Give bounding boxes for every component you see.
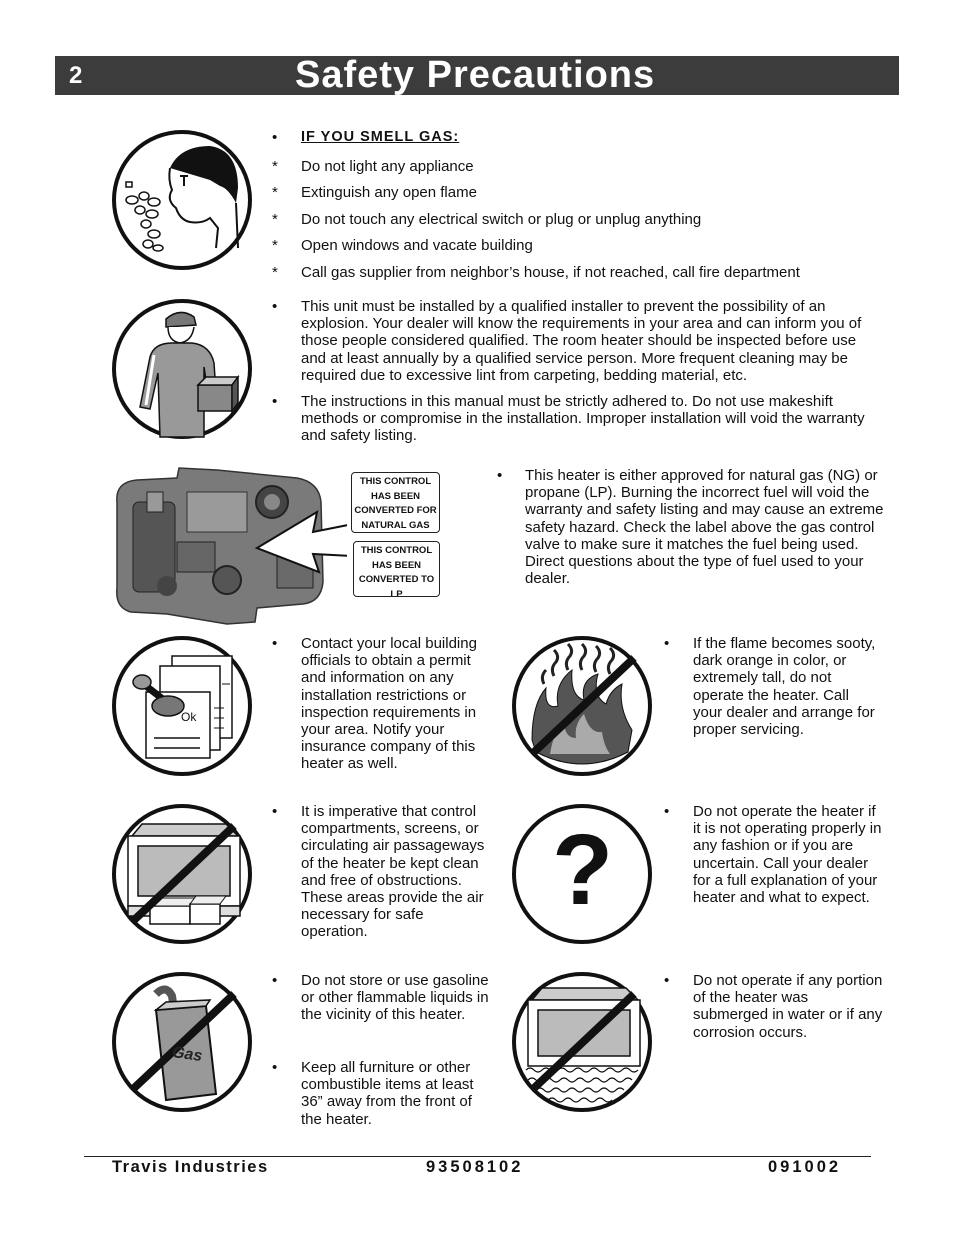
instructions-paragraph: [301, 393, 901, 445]
footer-rule: [84, 1156, 871, 1157]
gas-item: Call gas supplier from neighbor’s house, if not reached, call fire department: [301, 264, 800, 281]
text-line: Do not store or use gasoline: [301, 972, 489, 989]
text-line: Direct questions about the type of fuel used to your: [525, 553, 864, 571]
question-symbol: ?: [551, 814, 614, 926]
gas-can-icon: [110, 970, 255, 1120]
text-line: required due to excessive lint from carpeting, bedding material, etc.: [301, 366, 748, 384]
stamp-label: Ok: [181, 710, 197, 724]
footer-company: Travis Industries: [112, 1158, 269, 1176]
water-paragraph: [693, 972, 903, 1041]
text-line: your area. Notify your: [301, 721, 445, 739]
natural-gas-label: [351, 472, 440, 533]
smell-gas-icon: [110, 128, 255, 278]
text-line: the heater.: [301, 1110, 372, 1128]
bullet: •: [272, 803, 278, 820]
footer-date-code: 091002: [768, 1158, 842, 1176]
text-line: safety hazard. Check the label above the gas control: [525, 518, 875, 536]
page-header: [55, 56, 899, 95]
text-line: propane (LP). Burning the incorrect fuel will void the: [525, 484, 870, 502]
installer-paragraph: [301, 298, 901, 384]
gas-can-label: Gas: [171, 1043, 204, 1066]
bullet: •: [272, 972, 278, 989]
text-line: Keep all furniture or other: [301, 1059, 471, 1076]
text-line: any fashion or if you are: [693, 837, 854, 855]
text-line: operate the heater. Call: [693, 686, 849, 704]
text-line: and information on any: [301, 669, 454, 687]
asterisk: *: [272, 184, 278, 201]
asterisk: *: [272, 158, 278, 175]
text-line: insurance company of this: [301, 738, 476, 756]
text-line: proper servicing.: [693, 721, 804, 739]
gas-smell-heading: IF YOU SMELL GAS:: [301, 129, 460, 145]
asterisk: *: [272, 237, 278, 254]
text-line: It is imperative that control: [301, 803, 477, 820]
label-line: THIS CONTROL: [359, 476, 432, 487]
lp-label: [353, 541, 440, 597]
question-paragraph: [693, 803, 903, 906]
permit-icon: [110, 634, 255, 784]
gas-item: Do not light any appliance: [301, 158, 474, 175]
question-icon: [510, 802, 655, 952]
text-line: Do not operate if any portion: [693, 972, 883, 989]
label-line: CONVERTED TO: [358, 574, 435, 585]
bullet: •: [272, 1059, 278, 1076]
gas-item: Do not touch any electrical switch or plug or unplug anything: [301, 211, 702, 228]
bullet: •: [272, 393, 278, 410]
text-line: extremely tall, do not: [693, 669, 832, 687]
clearance-paragraph: [301, 1059, 511, 1128]
text-line: The instructions in this manual must be strictly adhered to. Do not use makeshift: [301, 393, 833, 410]
text-line: your dealer and arrange for: [693, 703, 875, 721]
page-number: 2: [69, 62, 83, 89]
blocked-heater-icon: [110, 802, 255, 952]
text-line: 36” away from the front of: [301, 1093, 472, 1111]
page-title: Safety Precautions: [295, 54, 656, 96]
text-line: Do not operate the heater if: [693, 803, 876, 820]
text-line: those people considered qualified. The room heater should be inspected before use: [301, 332, 857, 350]
text-line: These areas provide the air: [301, 889, 484, 907]
asterisk: *: [272, 211, 278, 228]
label-line: CONVERTED FOR: [354, 505, 437, 516]
flame-paragraph: [693, 635, 903, 738]
text-line: it is not operating properly in: [693, 820, 882, 838]
text-line: or other flammable liquids in: [301, 989, 489, 1007]
gas-valve-image: [107, 462, 347, 632]
text-line: If the flame becomes sooty,: [693, 635, 876, 652]
gas-item: Extinguish any open flame: [301, 184, 477, 201]
label-line: THIS CONTROL: [360, 545, 433, 556]
text-line: dealer.: [525, 570, 571, 588]
text-line: valve to make sure it matches the fuel being used.: [525, 535, 859, 553]
asterisk: *: [272, 264, 278, 281]
gas-item: Open windows and vacate building: [301, 237, 533, 254]
text-line: for a full explanation of your: [693, 871, 878, 889]
gasoline-paragraph: [301, 972, 511, 1024]
fuel-type-paragraph: [525, 467, 905, 587]
label-line: NATURAL GAS: [361, 519, 430, 531]
text-line: compartments, screens, or: [301, 820, 479, 838]
text-line: of the heater be kept clean: [301, 854, 479, 872]
sooty-flame-icon: [510, 634, 655, 784]
text-line: installation restrictions or: [301, 686, 467, 704]
bullet: •: [664, 972, 670, 989]
text-line: circulating air passageways: [301, 837, 485, 855]
bullet: •: [272, 635, 278, 652]
text-line: officials to obtain a permit: [301, 652, 471, 670]
text-line: and free of obstructions.: [301, 871, 462, 889]
text-line: methods or compromise in the installation. Improper installation will void the warranty: [301, 410, 865, 428]
text-line: corrosion occurs.: [693, 1023, 808, 1041]
text-line: and safety listing.: [301, 427, 417, 445]
bullet: •: [272, 129, 278, 146]
bullet: •: [664, 635, 670, 652]
bullet: •: [272, 298, 278, 315]
text-line: warranty and safety listing and may cause an extreme: [525, 501, 884, 519]
text-line: explosion. Your dealer will know the requirements in your area and can inform you of: [301, 315, 862, 333]
text-line: heater and what to expect.: [693, 889, 870, 907]
text-line: the vicinity of this heater.: [301, 1006, 466, 1024]
text-line: dark orange in color, or: [693, 652, 847, 670]
bullet: •: [497, 467, 503, 484]
text-line: and at least annually by a qualified service person. More frequent cleaning may be: [301, 349, 848, 367]
text-line: inspection requirements in: [301, 703, 477, 721]
installer-icon: [110, 297, 255, 447]
submerged-heater-icon: [510, 970, 655, 1120]
label-line: HAS BEEN: [371, 559, 422, 571]
text-line: uncertain. Call your dealer: [693, 854, 869, 872]
text-line: submerged in water or if any: [693, 1006, 883, 1024]
label-line: HAS BEEN: [370, 490, 421, 502]
text-line: operation.: [301, 923, 368, 941]
text-line: This unit must be installed by a qualified installer to prevent the possibility of an: [301, 298, 826, 315]
text-line: This heater is either approved for natural gas (NG) or: [525, 467, 878, 484]
text-line: heater as well.: [301, 755, 398, 773]
label-line: LP: [390, 588, 403, 597]
permit-paragraph: [301, 635, 511, 773]
text-line: of the heater was: [693, 989, 809, 1007]
text-line: combustible items at least: [301, 1076, 474, 1094]
text-line: necessary for safe: [301, 906, 424, 924]
bullet: •: [664, 803, 670, 820]
text-line: Contact your local building: [301, 635, 477, 652]
footer-part-number: 93508102: [426, 1158, 524, 1176]
clean-paragraph: [301, 803, 511, 941]
